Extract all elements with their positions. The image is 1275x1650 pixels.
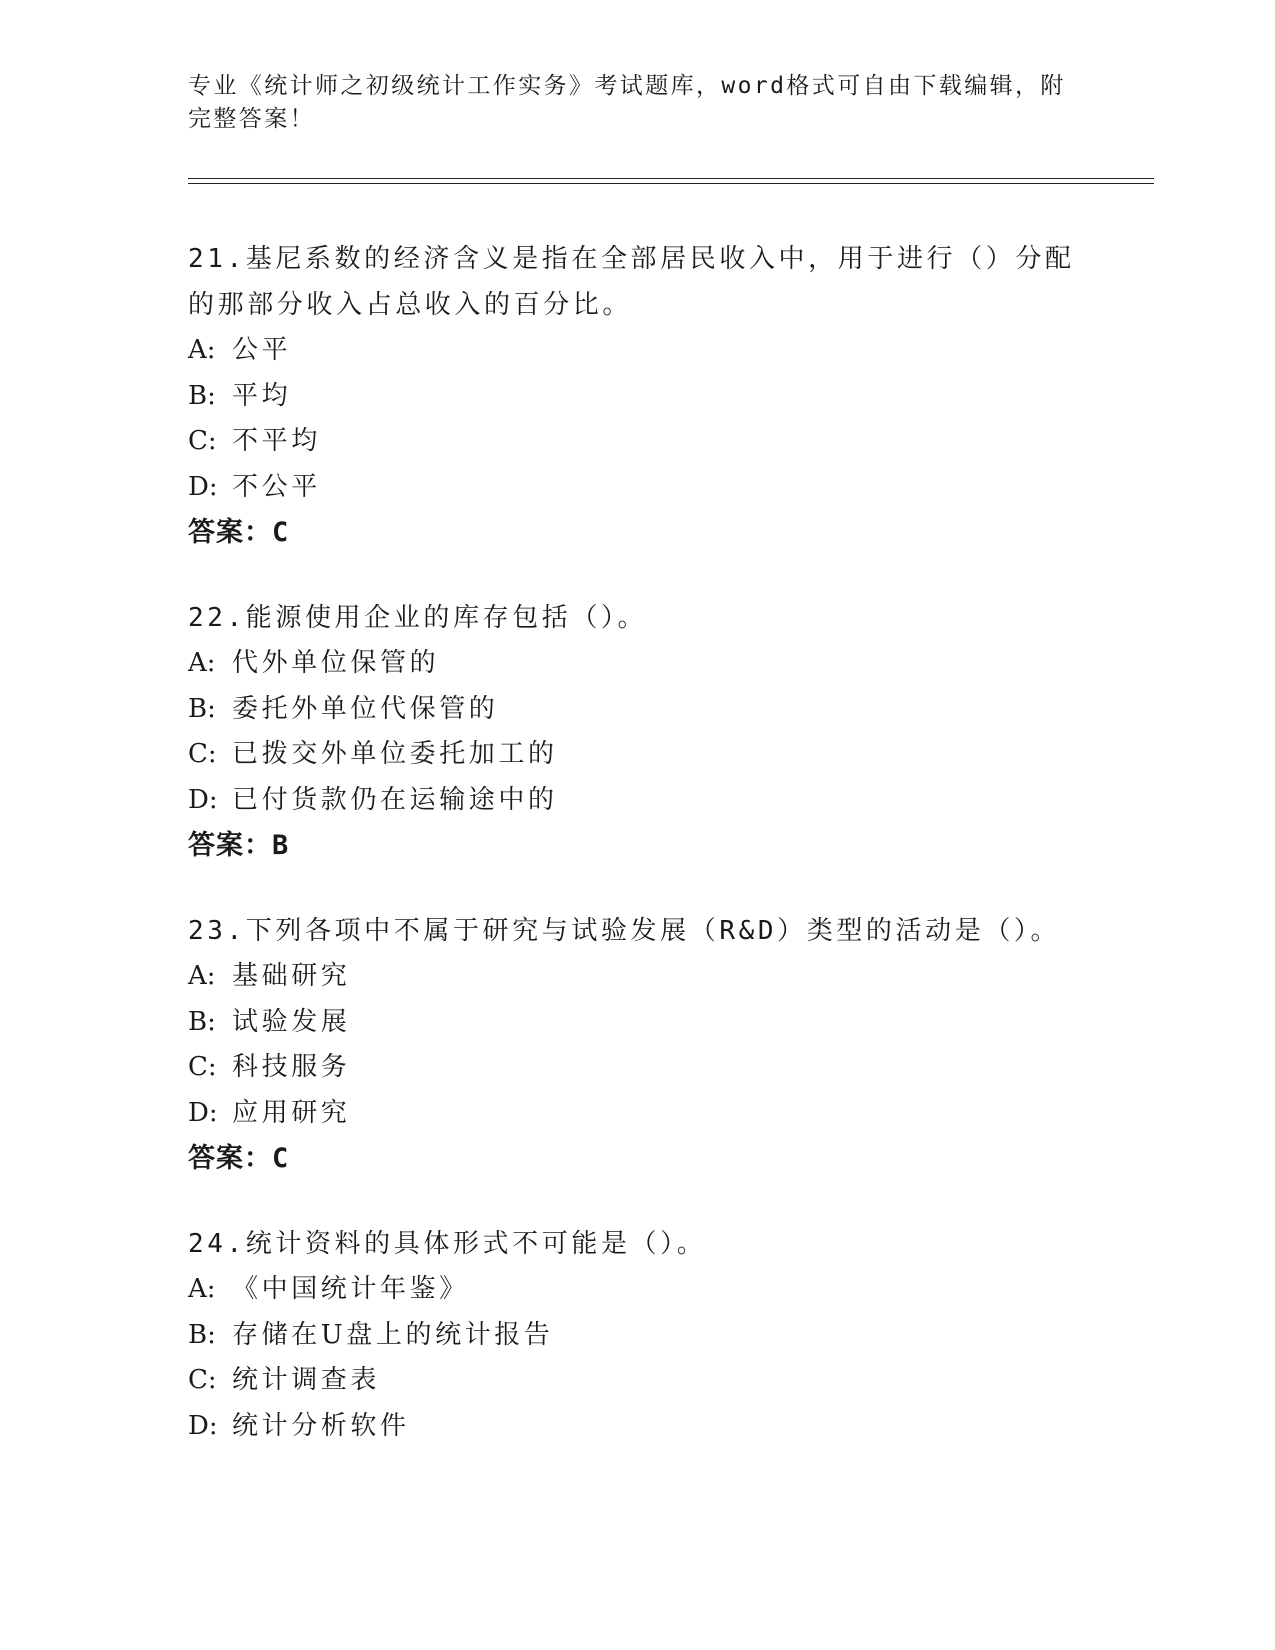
- option-letter: D:: [188, 784, 218, 815]
- option-d: [188, 465, 1088, 511]
- option-letter: B:: [188, 1006, 216, 1037]
- option-a: [188, 328, 1088, 374]
- option-letter: B:: [188, 1319, 216, 1350]
- option-a: [188, 1267, 1088, 1313]
- option-text: 不平均: [232, 426, 321, 456]
- option-letter: C:: [188, 739, 217, 769]
- option-d: [188, 1091, 1088, 1137]
- option-a: [188, 641, 1088, 687]
- option-text: 不公平: [232, 471, 321, 502]
- option-letter: D:: [188, 471, 218, 502]
- option-letter: B:: [188, 693, 216, 724]
- option-letter: D:: [188, 1097, 218, 1128]
- answer-label: 答案：C: [188, 1143, 290, 1174]
- question-stem: 21.基尼系数的经济含义是指在全部居民收入中，用于进行（）分配的那部分收入占总收入的百分比。: [188, 244, 1075, 320]
- question-21: [188, 236, 1088, 556]
- option-text: 公平: [232, 335, 292, 365]
- option-letter: A:: [188, 961, 216, 991]
- option-text: 已付货款仍在运输途中的: [232, 784, 558, 815]
- option-c: [188, 419, 1088, 465]
- option-b: [188, 1313, 1088, 1359]
- option-text: 应用研究: [232, 1097, 351, 1128]
- option-letter: B:: [188, 380, 216, 411]
- answer-label: 答案：C: [188, 517, 290, 548]
- option-text: 《中国统计年鉴》: [232, 1274, 469, 1304]
- option-letter: C:: [188, 426, 217, 456]
- option-letter: A:: [188, 1274, 216, 1304]
- option-text: 代外单位保管的: [232, 648, 440, 678]
- option-letter: A:: [188, 648, 216, 678]
- option-text: 科技服务: [232, 1052, 351, 1082]
- option-b: [188, 687, 1088, 733]
- question-list: [188, 236, 1088, 1488]
- question-23: [188, 908, 1088, 1182]
- question-stem: 22.能源使用企业的库存包括（）。: [188, 603, 648, 633]
- option-letter: C:: [188, 1052, 217, 1082]
- question-stem: 23.下列各项中不属于研究与试验发展（R&D）类型的活动是（）。: [188, 916, 1061, 946]
- option-text: 委托外单位代保管的: [232, 693, 499, 724]
- header-divider-top: [188, 178, 1154, 179]
- option-a: [188, 954, 1088, 1000]
- option-text: 统计分析软件: [232, 1410, 410, 1441]
- option-b: [188, 1000, 1088, 1046]
- option-text: 统计调查表: [232, 1365, 381, 1395]
- option-b: [188, 374, 1088, 420]
- option-letter: C:: [188, 1365, 217, 1395]
- option-text: 存储在U盘上的统计报告: [232, 1319, 554, 1350]
- option-c: [188, 1358, 1088, 1404]
- option-d: [188, 1404, 1088, 1450]
- question-22: [188, 595, 1088, 869]
- option-text: 基础研究: [232, 961, 351, 991]
- option-letter: D:: [188, 1410, 218, 1441]
- question-stem: 24.统计资料的具体形式不可能是（）。: [188, 1229, 707, 1259]
- header-divider-bottom: [188, 183, 1154, 184]
- answer-label: 答案：B: [188, 830, 290, 861]
- document-header: 专业《统计师之初级统计工作实务》考试题库，word格式可自由下载编辑，附完整答案！: [188, 73, 1066, 132]
- option-text: 已拨交外单位委托加工的: [232, 739, 558, 769]
- option-d: [188, 778, 1088, 824]
- option-text: 平均: [232, 380, 292, 411]
- option-c: [188, 1045, 1088, 1091]
- option-text: 试验发展: [232, 1006, 351, 1037]
- question-24: [188, 1221, 1088, 1449]
- option-letter: A:: [188, 335, 216, 365]
- option-c: [188, 732, 1088, 778]
